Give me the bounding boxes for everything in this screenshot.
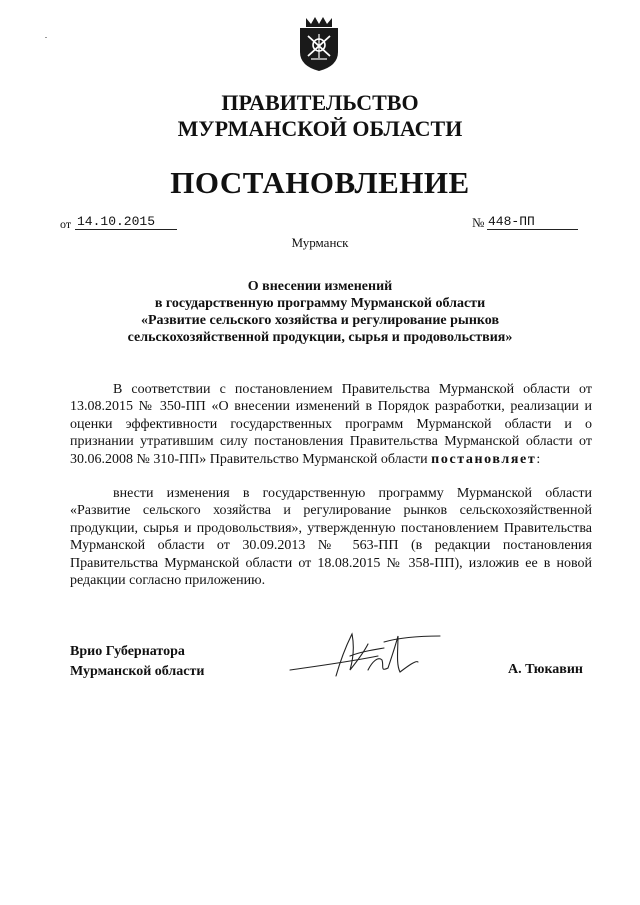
org-name-line2: МУРМАНСКОЙ ОБЛАСТИ [177,116,463,141]
body-paragraph-2: внести изменения в государственную программу Мурманской области «Развитие сельского хозяйства и регулирование рынков сельскохозяйственной продукции, сырья и продовольствия», утвержденную постановлением Правительства Мурманской области от 30.09.2013 № 563-ПП (в редакции постановления Правительства Мурманской области от 18.08.2015 № 358-ПП), изложив ее в новой редакции согласно приложению. [70,486,592,589]
signatory-position [70,642,204,682]
body-paragraph-1 [70,381,592,468]
paragraph-1-text: В соответствии с постановлением Правительства Мурманской области от 13.08.2015 № 350-ПП «О внесении изменений в Порядок разработки, реализации и оценки эффективности государственных программ Мурманской области и о признании утратившим силу постановления Правительства Мурманской области от 30.06.2008 № 310-ПП» Правительство Мурманской области [70,382,592,467]
signatory-name: А. Тюкавин [508,662,583,677]
document-date: 14.10.2015 [75,214,177,230]
paragraph-1-colon: : [536,451,541,467]
title-line3: «Развитие сельского хозяйства и регулирование рынков [140,313,500,328]
org-name-line1: ПРАВИТЕЛЬСТВО [221,90,419,115]
document-number: 448-ПП [487,214,578,230]
signatory-position-line2: Мурманской области [70,664,205,679]
title-line4: сельскохозяйственной продукции, сырья и продовольствия» [127,330,513,345]
city: Мурманск [291,235,349,250]
scan-speck [45,37,47,38]
document-type: ПОСТАНОВЛЕНИЕ [170,165,470,200]
date-label: от [60,217,72,231]
number-label: № [472,215,485,230]
resolution-keyword: постановляет [431,451,537,467]
title-line1: О внесении изменений [247,279,393,294]
handwritten-signature [288,626,448,686]
coat-of-arms-icon [297,14,341,72]
title-line2: в государственную программу Мурманской области [154,296,486,311]
signatory-position-line1: Врио Губернатора [70,644,185,659]
